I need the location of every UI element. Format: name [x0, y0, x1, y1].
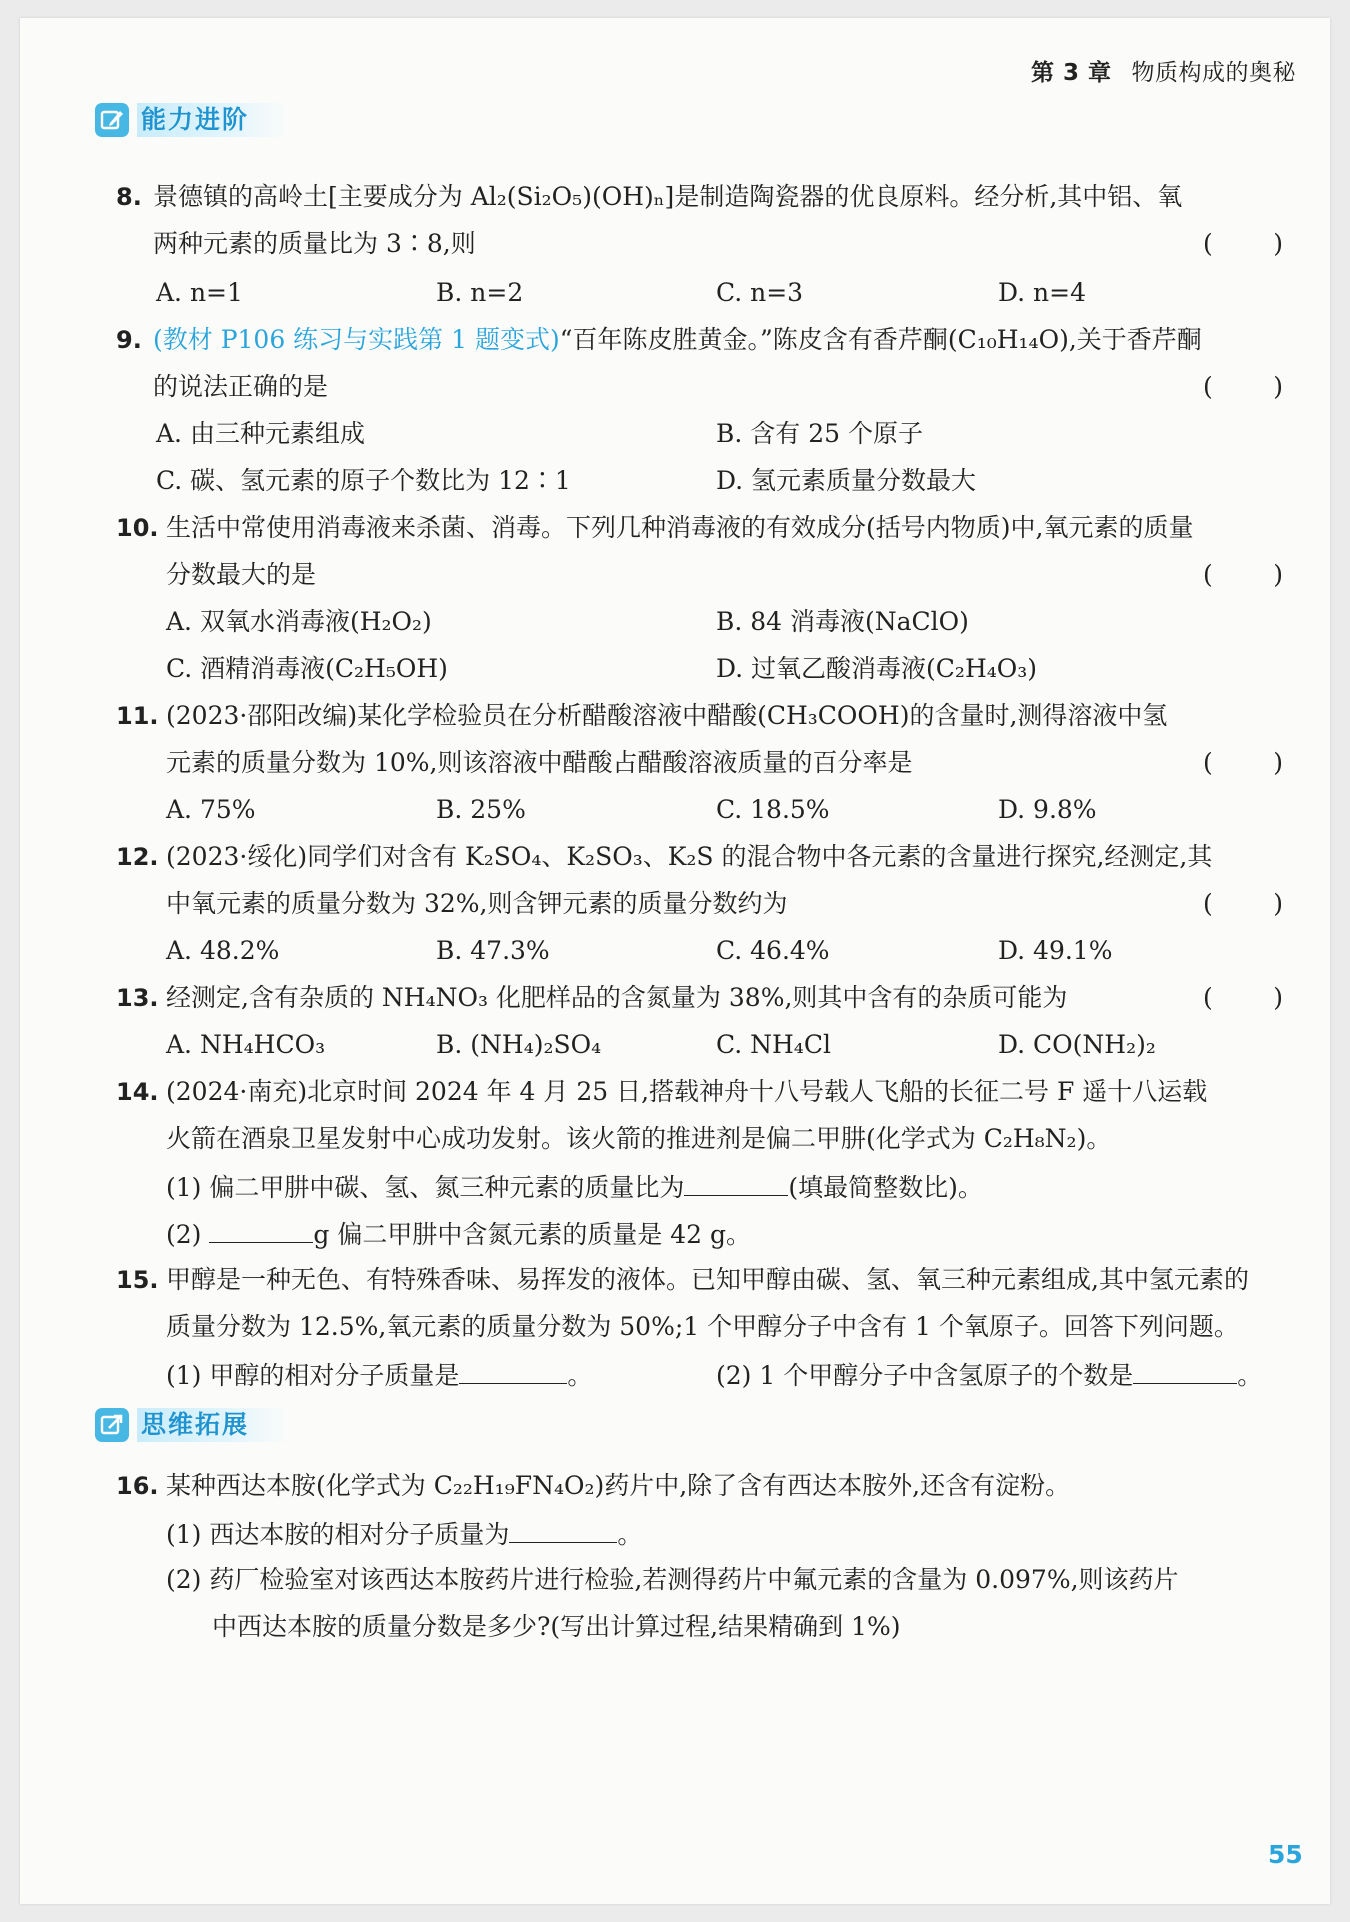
- option-b: B. 84 消毒液(NaClO): [716, 607, 969, 636]
- option-c: C. 碳、氢元素的原子个数比为 12∶1: [156, 466, 571, 495]
- sub-question: [166, 1169, 983, 1205]
- question-text: 质量分数为 12.5%,氧元素的质量分数为 50%;1 个甲醇分子中含有 1 个氧原子。回答下列问题。: [166, 1312, 1239, 1341]
- sub-question-1: [166, 1357, 592, 1393]
- option-c: C. 酒精消毒液(C₂H₅OH): [166, 654, 448, 683]
- question-text: 甲醇是一种无色、有特殊香味、易挥发的液体。已知甲醇由碳、氢、氧三种元素组成,其中氢元素的: [166, 1265, 1249, 1294]
- answer-paren: ( ): [1203, 983, 1283, 1012]
- answer-blank[interactable]: [459, 1357, 567, 1384]
- question-text: 某种西达本胺(化学式为 C₂₂H₁₉FN₄O₂)药片中,除了含有西达本胺外,还含有淀粉。: [166, 1471, 1071, 1500]
- question-number: 10.: [116, 514, 159, 542]
- option-d: D. CO(NH₂)₂: [998, 1030, 1156, 1059]
- answer-blank[interactable]: [509, 1516, 617, 1543]
- sub-question-text: 中西达本胺的质量分数是多少?(写出计算过程,结果精确到 1%): [212, 1612, 901, 1641]
- arrow-icon: [95, 1408, 129, 1442]
- option-c: C. NH₄Cl: [716, 1030, 831, 1059]
- section-title: 能力进阶: [137, 103, 289, 137]
- question-body: 北京时间 2024 年 4 月 25 日,搭载神舟十八号载人飞船的长征二号 F 遥十八运载: [307, 1077, 1208, 1106]
- section-ability: [95, 99, 325, 141]
- sub-question-text: (1) 西达本胺的相对分子质量为: [166, 1520, 510, 1549]
- option-c: C. 18.5%: [716, 795, 830, 824]
- question-number: 12.: [116, 843, 159, 871]
- question-body: 同学们对含有 K₂SO₄、K₂SO₃、K₂S 的混合物中各元素的含量进行探究,经测定,其: [307, 842, 1213, 871]
- page-header: [1031, 54, 1296, 87]
- sub-question-2: [716, 1357, 1262, 1393]
- question-number: 8.: [116, 183, 142, 211]
- question-number: 15.: [116, 1266, 159, 1294]
- option-b: B. (NH₄)₂SO₄: [436, 1030, 602, 1059]
- sub-question-text: g 偏二甲肼中含氮元素的质量是 42 g。: [313, 1220, 752, 1249]
- chapter-title: 物质构成的奥秘: [1131, 60, 1296, 86]
- answer-paren: ( ): [1203, 229, 1283, 258]
- question-text: 分数最大的是: [166, 560, 317, 589]
- question-text: 的说法正确的是: [153, 372, 329, 401]
- sub-question: [166, 1216, 751, 1252]
- option-a: A. 48.2%: [166, 936, 280, 965]
- question-text: 元素的质量分数为 10%,则该溶液中醋酸占醋酸溶液质量的百分率是: [166, 748, 913, 777]
- option-d: D. 氢元素质量分数最大: [716, 466, 977, 495]
- question-number: 14.: [116, 1078, 159, 1106]
- section-thinking: [95, 1404, 325, 1446]
- question-source: (2024·南充): [166, 1077, 308, 1106]
- question-number: 16.: [116, 1472, 159, 1500]
- answer-paren: ( ): [1203, 372, 1283, 401]
- option-d: D. 9.8%: [998, 795, 1097, 824]
- sub-question-text: (1) 甲醇的相对分子质量是: [166, 1361, 460, 1390]
- sub-question-end: 。: [567, 1361, 593, 1390]
- answer-blank[interactable]: [684, 1169, 788, 1196]
- question-number: 9.: [116, 326, 142, 354]
- option-b: B. 含有 25 个原子: [716, 419, 923, 448]
- question-body: “百年陈皮胜黄金。”陈皮含有香芹酮(C₁₀H₁₄O),关于香芹酮: [559, 325, 1202, 354]
- sub-question-text: (2): [166, 1220, 202, 1249]
- question-number: 11.: [116, 702, 159, 730]
- question-text: [166, 699, 1167, 733]
- question-text: 火箭在酒泉卫星发射中心成功发射。该火箭的推进剂是偏二甲肼(化学式为 C₂H₈N₂)。: [166, 1124, 1112, 1153]
- sub-question-text: (填最简整数比)。: [788, 1173, 983, 1202]
- option-d: D. n=4: [998, 278, 1087, 307]
- option-b: B. 47.3%: [436, 936, 550, 965]
- option-b: B. n=2: [436, 278, 524, 307]
- page-number: 55: [1268, 1840, 1303, 1869]
- option-b: B. 25%: [436, 795, 526, 824]
- question-text: 经测定,含有杂质的 NH₄NO₃ 化肥样品的含氮量为 38%,则其中含有的杂质可能为: [166, 983, 1068, 1012]
- option-c: C. n=3: [716, 278, 804, 307]
- option-a: A. 由三种元素组成: [156, 419, 365, 448]
- answer-blank[interactable]: [1133, 1357, 1237, 1384]
- option-d: D. 49.1%: [998, 936, 1113, 965]
- option-d: D. 过氧乙酸消毒液(C₂H₄O₃): [716, 654, 1038, 683]
- question-source: (2023·邵阳改编): [166, 701, 358, 730]
- question-text: 中氧元素的质量分数为 32%,则含钾元素的质量分数约为: [166, 889, 788, 918]
- option-a: A. 75%: [166, 795, 256, 824]
- sub-question-text: (2) 药厂检验室对该西达本胺药片进行检验,若测得药片中氟元素的含量为 0.097%,则该药片: [166, 1565, 1179, 1594]
- question-text: 两种元素的质量比为 3∶8,则: [153, 229, 476, 258]
- option-a: A. 双氧水消毒液(H₂O₂): [166, 607, 432, 636]
- option-c: C. 46.4%: [716, 936, 830, 965]
- question-text: [153, 323, 1202, 357]
- answer-paren: ( ): [1203, 748, 1283, 777]
- pencil-icon: [95, 103, 129, 137]
- sub-question-end: 。: [617, 1520, 643, 1549]
- answer-blank[interactable]: [209, 1216, 313, 1243]
- answer-paren: ( ): [1203, 560, 1283, 589]
- section-title: 思维拓展: [137, 1408, 289, 1442]
- answer-paren: ( ): [1203, 889, 1283, 918]
- sub-question-text: (1) 偏二甲肼中碳、氢、氮三种元素的质量比为: [166, 1173, 685, 1202]
- question-text: 景德镇的高岭土[主要成分为 Al₂(Si₂O₅)(OH)ₙ]是制造陶瓷器的优良原料。经分析,其中铝、氧: [153, 182, 1183, 211]
- question-source: (2023·绥化): [166, 842, 308, 871]
- sub-question: [166, 1516, 642, 1552]
- sub-question-end: 。: [1237, 1361, 1263, 1390]
- question-body: 某化学检验员在分析醋酸溶液中醋酸(CH₃COOH)的含量时,测得溶液中氢: [357, 701, 1168, 730]
- question-text: [166, 840, 1212, 874]
- sub-question-text: (2) 1 个甲醇分子中含氢原子的个数是: [716, 1361, 1134, 1390]
- option-a: A. NH₄HCO₃: [166, 1030, 326, 1059]
- chapter-number: 第 3 章: [1030, 60, 1112, 86]
- question-text: 生活中常使用消毒液来杀菌、消毒。下列几种消毒液的有效成分(括号内物质)中,氧元素的质量: [166, 513, 1194, 542]
- question-source: (教材 P106 练习与实践第 1 题变式): [153, 325, 560, 354]
- question-number: 13.: [116, 984, 159, 1012]
- question-text: [166, 1075, 1207, 1109]
- option-a: A. n=1: [156, 278, 243, 307]
